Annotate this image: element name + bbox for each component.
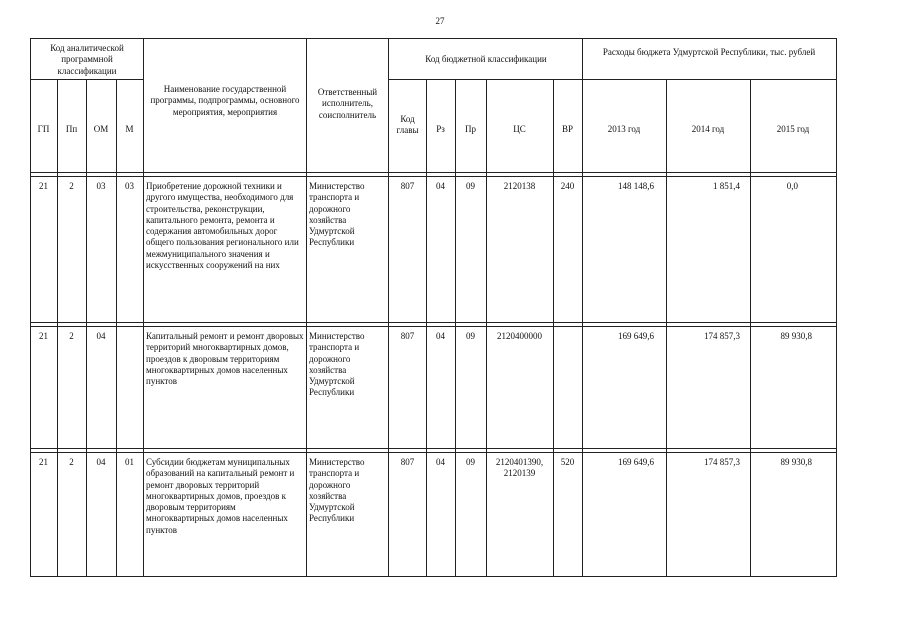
row1-rz: 04 xyxy=(436,181,445,191)
page-number: 27 xyxy=(435,16,445,26)
header-responsible: Ответственный исполнитель, соисполнитель xyxy=(317,87,378,120)
row2-rz: 04 xyxy=(436,331,445,341)
row3-responsible: Министерство транспорта и дорожного хозяйства Удмуртской Республики xyxy=(309,457,365,524)
header-2013: 2013 год xyxy=(607,124,641,134)
header-gp: ГП xyxy=(37,124,50,134)
header-budget-code: Код бюджетной классификации xyxy=(425,54,547,64)
row3-om: 04 xyxy=(96,457,106,467)
row3-cs: 2120401390, 2120139 xyxy=(495,457,544,479)
row2-kod-glavy: 807 xyxy=(400,331,415,341)
row2-2015: 89 930,8 xyxy=(780,331,812,341)
header-pp: Пп xyxy=(65,124,78,134)
row3-vr: 520 xyxy=(560,457,575,467)
row2-cs: 2120400000 xyxy=(497,331,542,341)
row1-kod-glavy: 807 xyxy=(400,181,415,191)
row3-kod-glavy: 807 xyxy=(400,457,415,467)
header-expenses: Расходы бюджета Удмуртской Республики, тыс. рублей xyxy=(602,47,816,57)
row1-2013: 148 148,6 xyxy=(618,181,654,191)
row3-2015: 89 930,8 xyxy=(780,457,812,467)
row1-om: 03 xyxy=(96,181,106,191)
row3-name: Субсидии бюджетам муниципальных образований на капитальный ремонт и ремонт дворовых территорий многоквартирных домов, проездов к дворовым территориям многоквартирных домов населенных пунктов xyxy=(146,457,295,535)
row2-om: 04 xyxy=(96,331,106,341)
header-2015: 2015 год xyxy=(776,124,810,134)
row2-pp: 2 xyxy=(69,331,74,341)
row1-gp: 21 xyxy=(39,181,48,191)
row2-pr: 09 xyxy=(466,331,475,341)
row1-m: 03 xyxy=(125,181,134,191)
row3-rz: 04 xyxy=(436,457,445,467)
header-name: Наименование государственной программы, подпрограммы, основного мероприятия, мероприятия xyxy=(150,84,300,117)
row2-2014: 174 857,3 xyxy=(704,331,740,341)
row3-m: 01 xyxy=(125,457,134,467)
header-m: М xyxy=(125,124,134,134)
header-analytic-code: Код аналитической программной классификации xyxy=(50,43,124,76)
header-om: ОМ xyxy=(93,124,109,134)
header-kod-glavy: Код главы xyxy=(396,114,419,136)
row1-vr: 240 xyxy=(560,181,575,191)
row1-responsible: Министерство транспорта и дорожного хозяйства Удмуртской Республики xyxy=(309,181,365,248)
row2-responsible: Министерство транспорта и дорожного хозяйства Удмуртской Республики xyxy=(309,331,365,398)
row1-name: Приобретение дорожной техники и другого имущества, необходимого для строительства, реконструкции, капитального ремонта, ремонта и содержания автомобильных дорог общего пользования регионального или межмуниципального значения и искусственных сооружений на них xyxy=(146,181,299,271)
header-pr: Пр xyxy=(465,124,476,134)
header-2014: 2014 год xyxy=(691,124,725,134)
row2-gp: 21 xyxy=(39,331,48,341)
row2-name: Капитальный ремонт и ремонт дворовых территорий многоквартирных домов, проездов к дворовым территориям многоквартирных домов населенных пунктов xyxy=(146,331,304,387)
header-cs: ЦС xyxy=(513,124,526,134)
row1-pp: 2 xyxy=(69,181,74,191)
row3-gp: 21 xyxy=(39,457,48,467)
row3-2014: 174 857,3 xyxy=(704,457,740,467)
row3-pr: 09 xyxy=(466,457,475,467)
header-rz: Рз xyxy=(436,124,445,134)
row3-pp: 2 xyxy=(69,457,74,467)
row1-2014: 1 851,4 xyxy=(713,181,740,191)
row1-cs: 2120138 xyxy=(503,181,536,191)
row3-2013: 169 649,6 xyxy=(618,457,654,467)
row2-2013: 169 649,6 xyxy=(618,331,654,341)
row1-pr: 09 xyxy=(466,181,475,191)
header-vr: ВР xyxy=(561,124,573,134)
row1-2015: 0,0 xyxy=(786,181,798,191)
